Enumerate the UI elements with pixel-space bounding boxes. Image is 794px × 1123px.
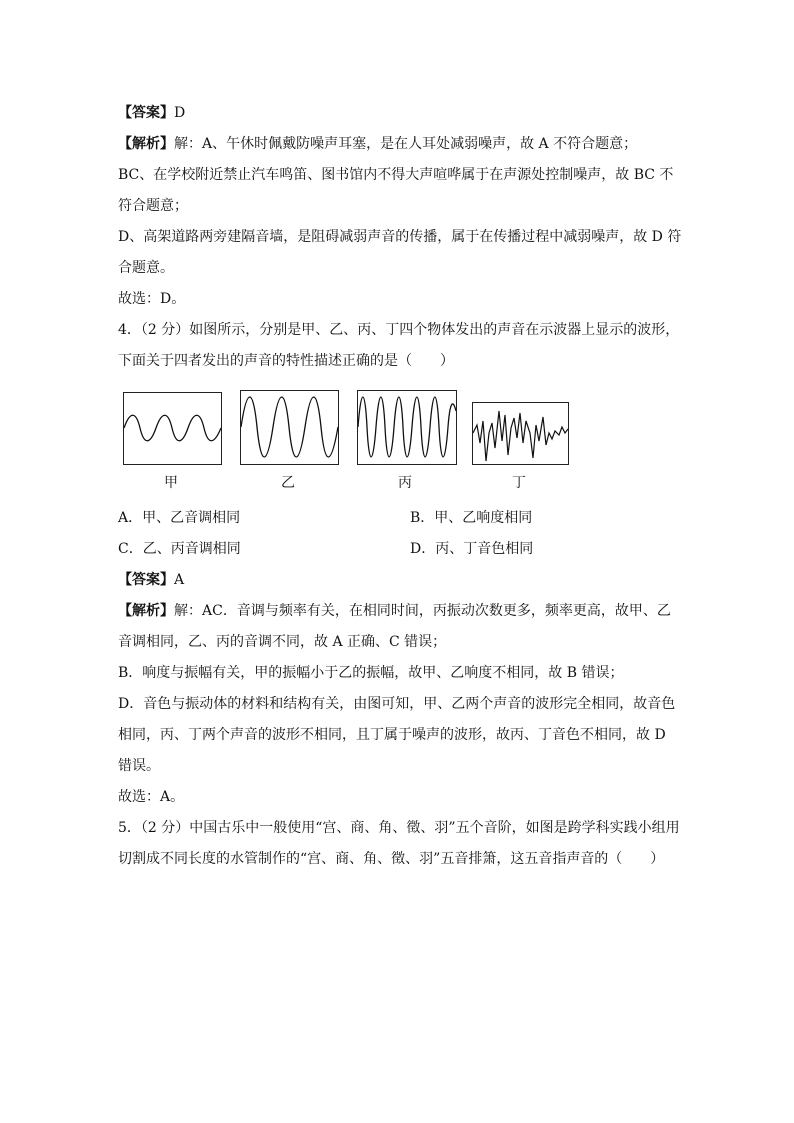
q4-analysis-tag: 【解析】 bbox=[118, 603, 174, 619]
waveform-ding-curve bbox=[473, 411, 568, 461]
q3-answer-value: D bbox=[174, 105, 186, 121]
q4-stem-line-1: 4．（2 分）如图所示，分别是甲、乙、丙、丁四个物体发出的声音在示波器上显示的波形， bbox=[118, 322, 680, 338]
q4-option-c: C．乙、丙音调相同 bbox=[118, 541, 241, 557]
q3-analysis-line-5: 合题意。 bbox=[118, 260, 174, 276]
q3-analysis-line-6: 故选：D。 bbox=[118, 291, 186, 307]
q3-analysis-line-2: BC、在学校附近禁止汽车鸣笛、图书馆内不得大声喧哗属于在声源处控制噪声，故 BC 不 bbox=[118, 167, 674, 183]
waveform-label-jia: 甲 bbox=[164, 475, 178, 491]
waveform-bing-curve bbox=[358, 397, 456, 457]
q4-analysis-line-4: D．音色与振动体的材料和结构有关，由图可知，甲、乙两个声音的波形完全相同，故音色 bbox=[118, 696, 676, 712]
q3-analysis-line-1 bbox=[118, 134, 637, 154]
q4-stem-line-2: 下面关于四者发出的声音的特性描述正确的是（ ） bbox=[118, 353, 454, 369]
waveform-yi bbox=[240, 390, 339, 465]
q3-analysis-tag: 【解析】 bbox=[118, 136, 174, 152]
waveform-label-bing: 丙 bbox=[398, 475, 412, 491]
q4-analysis-line-1 bbox=[118, 601, 671, 621]
q4-analysis-line-7: 故选：A。 bbox=[118, 789, 185, 805]
waveform-label-ding: 丁 bbox=[512, 475, 526, 491]
waveform-label-yi: 乙 bbox=[281, 475, 295, 491]
q3-answer-tag: 【答案】 bbox=[118, 105, 174, 121]
q3-analysis-line-4: D、高架道路两旁建隔音墙，是阻碍减弱声音的传播，属于在传播过程中减弱噪声，故 D 符 bbox=[118, 229, 682, 245]
q4-analysis-text: 解：AC．音调与频率有关，在相同时间，丙振动次数更多，频率更高，故甲、乙 bbox=[174, 603, 671, 619]
q4-option-b: B．甲、乙响度相同 bbox=[410, 510, 533, 526]
q4-analysis-line-5: 相同，丙、丁两个声音的波形不相同，且丁属于噪声的波形，故丙、丁音色不相同，故 D bbox=[118, 727, 666, 743]
waveform-jia bbox=[123, 392, 222, 465]
waveform-ding bbox=[472, 402, 569, 465]
q5-stem-line-1: 5．（2 分）中国古乐中一般使用“宫、商、角、徵、羽”五个音阶，如图是跨学科实践小组用 bbox=[118, 820, 680, 836]
q4-option-d: D．丙、丁音色相同 bbox=[410, 541, 534, 557]
q4-analysis-line-2: 音调相同，乙、丙的音调不同，故 A 正确、C 错误； bbox=[118, 634, 447, 650]
q4-option-a: A．甲、乙音调相同 bbox=[118, 510, 241, 526]
q3-answer bbox=[118, 103, 185, 123]
q4-analysis-line-3: B．响度与振幅有关，甲的振幅小于乙的振幅，故甲、乙响度不相同，故 B 错误； bbox=[118, 665, 624, 681]
waveform-jia-curve bbox=[124, 415, 221, 441]
q4-analysis-line-6: 错误。 bbox=[118, 758, 160, 774]
q3-analysis-line-3: 符合题意； bbox=[118, 198, 188, 214]
waveform-yi-curve bbox=[241, 397, 338, 457]
waveform-bing bbox=[357, 390, 457, 465]
q4-answer-tag: 【答案】 bbox=[118, 572, 174, 588]
q4-answer-value: A bbox=[174, 572, 185, 588]
q3-analysis-text: 解：A、午休时佩戴防噪声耳塞，是在人耳处减弱噪声，故 A 不符合题意； bbox=[174, 136, 638, 152]
q4-answer bbox=[118, 570, 184, 590]
q5-stem-line-2: 切割成不同长度的水管制作的“宫、商、角、徵、羽”五音排箫，这五音指声音的（ ） bbox=[118, 851, 665, 867]
